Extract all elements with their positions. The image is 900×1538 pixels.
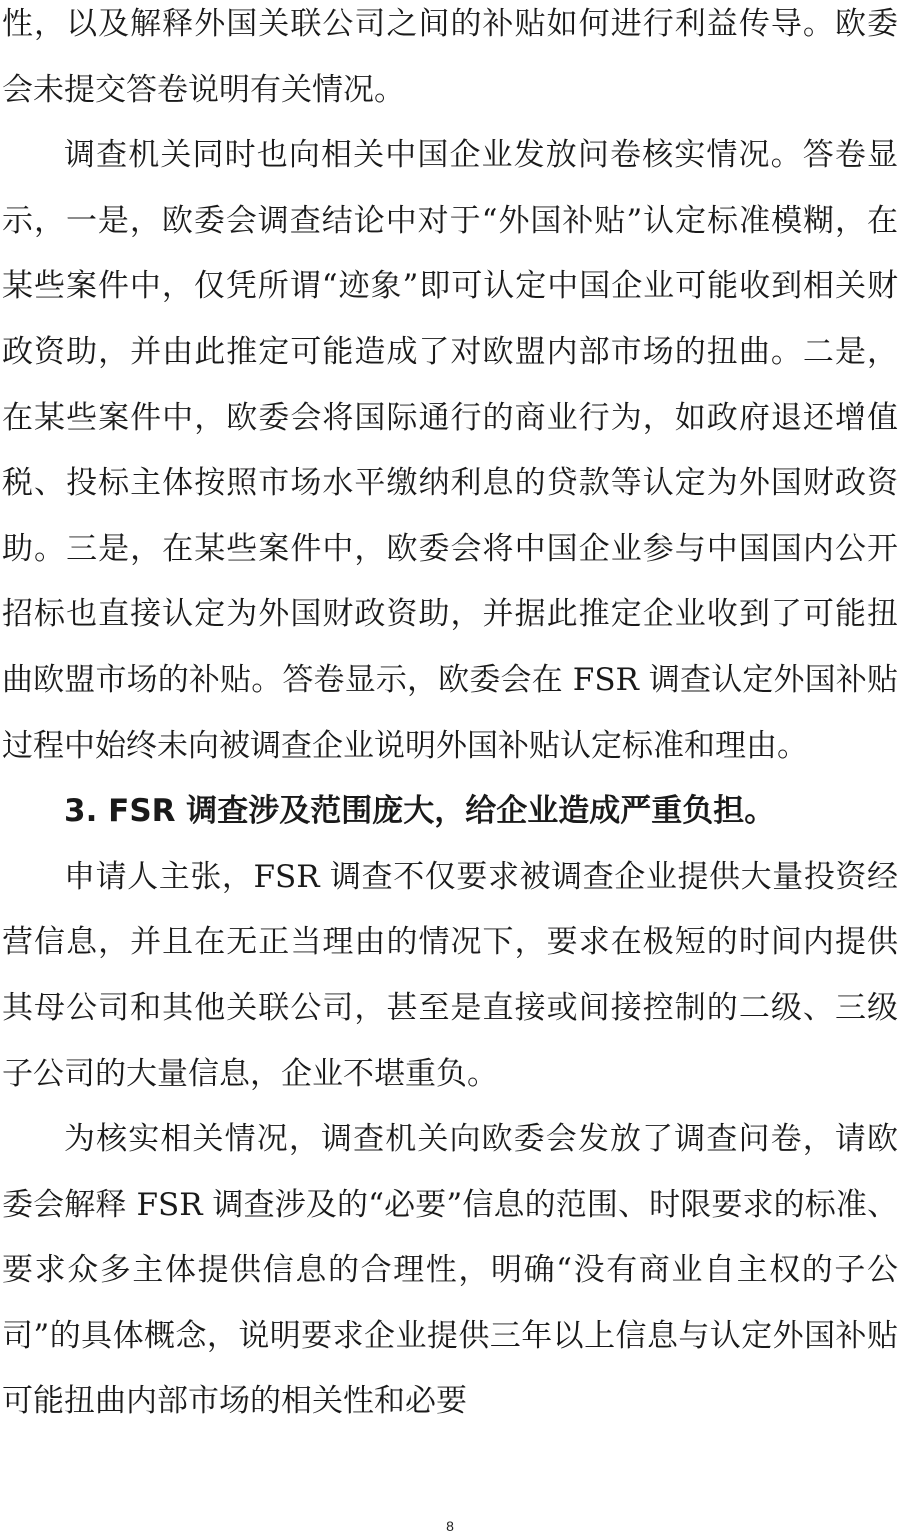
paragraph-applicant-claim: 申请人主张，FSR 调查不仅要求被调查企业提供大量投资经营信息，并且在无正当理由的情况下，要求在极短的时间内提供其母公司和其他关联公司，甚至是直接或间接控制的二级、三级子公司的大量信息，企业不堪重负。 [2,858,898,1092]
document-body [2,0,898,1435]
paragraph-continuation: 性，以及解释外国关联公司之间的补贴如何进行利益传导。欧委会未提交答卷说明有关情况。 [2,6,898,108]
page-number: 8 [446,1518,454,1534]
section-heading-3: 3. FSR 调查涉及范围庞大，给企业造成严重负担。 [64,793,776,830]
paragraph-questionnaire: 为核实相关情况，调查机关向欧委会发放了调查问卷，请欧委会解释 FSR 调查涉及的“必要”信息的范围、时限要求的标准、要求众多主体提供信息的合理性，明确“没有商业自主权的子公司”的具体概念，说明要求企业提供三年以上信息与认定外国补贴可能扭曲内部市场的相关性和必要 [2,1121,898,1420]
paragraph-investigation-findings: 调查机关同时也向相关中国企业发放问卷核实情况。答卷显示，一是，欧委会调查结论中对于“外国补贴”认定标准模糊，在某些案件中，仅凭所谓“迹象”即可认定中国企业可能收到相关财政资助，并由此推定可能造成了对欧盟内部市场的扭曲。二是，在某些案件中，欧委会将国际通行的商业行为，如政府退还增值税、投标主体按照市场水平缴纳利息的贷款等认定为外国财政资助。三是，在某些案件中，欧委会将中国企业参与中国国内公开招标也直接认定为外国财政资助，并据此推定企业收到了可能扭曲欧盟市场的补贴。答卷显示，欧委会在 FSR 调查认定外国补贴过程中始终未向被调查企业说明外国补贴认定标准和理由。 [2,137,898,764]
